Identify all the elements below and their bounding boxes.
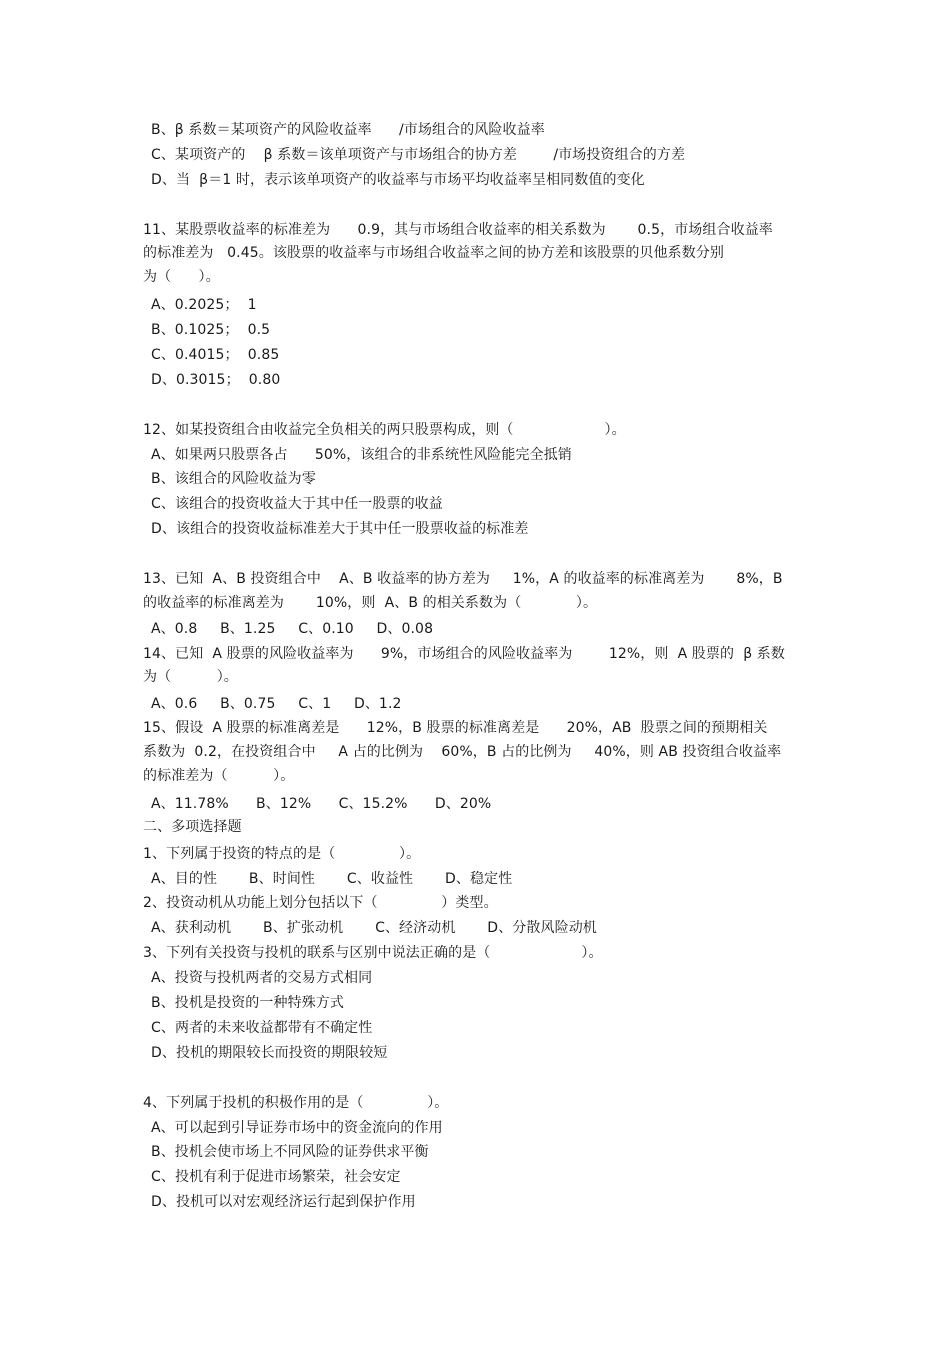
question-line: 的收益率的标准离差为 10%，则 A、B 的相关系数为（ ）。 [143,595,598,611]
option-line: A、0.8 B、1.25 C、0.10 D、0.08 [151,621,434,637]
option-line: A、如果两只股票各占 50%，该组合的非系统性风险能完全抵销 [151,447,572,463]
question-line: 为（ ）。 [143,269,220,285]
question-line: 15、假设 A 股票的标准离差是 12%，B 股票的标准离差是 20%，AB 股票之间的预期相关 [143,720,768,736]
option-line: D、该组合的投资收益标准差大于其中任一股票收益的标准差 [151,521,529,537]
option-line: D、0.3015； 0.80 [151,372,281,388]
question-line: 1、下列属于投资的特点的是（ ）。 [143,846,421,862]
option-line: C、两者的未来收益都带有不确定性 [151,1020,373,1036]
option-line: C、某项资产的 β 系数＝该单项资产与市场组合的协方差 /市场投资组合的方差 [151,147,686,163]
option-line: B、投机会使市场上不同风险的证券供求平衡 [151,1144,429,1160]
question-line: 3、下列有关投资与投机的联系与区别中说法正确的是（ ）。 [143,945,603,961]
option-line: A、可以起到引导证券市场中的资金流向的作用 [151,1120,443,1136]
question-line: 11、某股票收益率的标准差为 0.9，其与市场组合收益率的相关系数为 0.5，市场组合收益率 [143,222,773,238]
option-line: D、投机的期限较长而投资的期限较短 [151,1045,388,1061]
question-line: 系数为 0.2，在投资组合中 A 占的比例为 60%，B 占的比例为 40%，则 AB 投资组合收益率 [143,744,782,760]
option-line: C、投机有利于促进市场繁荣，社会安定 [151,1169,401,1185]
option-line: C、该组合的投资收益大于其中任一股票的收益 [151,496,443,512]
option-line: A、11.78% B、12% C、15.2% D、20% [151,796,492,812]
option-line: B、该组合的风险收益为零 [151,471,316,487]
option-line: C、0.4015； 0.85 [151,347,280,363]
section-heading: 二、多项选择题 [143,819,242,835]
question-line: 的标准差为（ ）。 [143,768,295,784]
option-line: A、0.2025； 1 [151,297,257,313]
question-line: 2、投资动机从功能上划分包括以下（ ）类型。 [143,895,498,911]
option-line: B、β 系数＝某项资产的风险收益率 /市场组合的风险收益率 [151,122,545,138]
option-line: B、投机是投资的一种特殊方式 [151,995,345,1011]
question-line: 14、已知 A 股票的风险收益率为 9%，市场组合的风险收益率为 12%，则 A 股票的 β 系数 [143,646,785,662]
question-line: 4、下列属于投机的积极作用的是（ ）。 [143,1095,449,1111]
question-line: 13、已知 A、B 投资组合中 A、B 收益率的协方差为 1%，A 的收益率的标准离差为 8%，B [143,571,783,587]
question-line: 为（ ）。 [143,669,238,685]
option-line: B、0.1025； 0.5 [151,322,271,338]
option-line: A、0.6 B、0.75 C、1 D、1.2 [151,696,402,712]
option-line: A、获利动机 B、扩张动机 C、经济动机 D、分散风险动机 [151,920,597,936]
option-line: D、当 β＝1 时，表示该单项资产的收益率与市场平均收益率呈相同数值的变化 [151,172,645,188]
option-line: A、投资与投机两者的交易方式相同 [151,970,373,986]
option-line: A、目的性 B、时间性 C、收益性 D、稳定性 [151,871,513,887]
question-line: 的标准差为 0.45。该股票的收益率与市场组合收益率之间的协方差和该股票的贝他系数分别 [143,245,725,261]
question-line: 12、如某投资组合由收益完全负相关的两只股票构成，则（ ）。 [143,422,626,438]
option-line: D、投机可以对宏观经济运行起到保护作用 [151,1194,416,1210]
